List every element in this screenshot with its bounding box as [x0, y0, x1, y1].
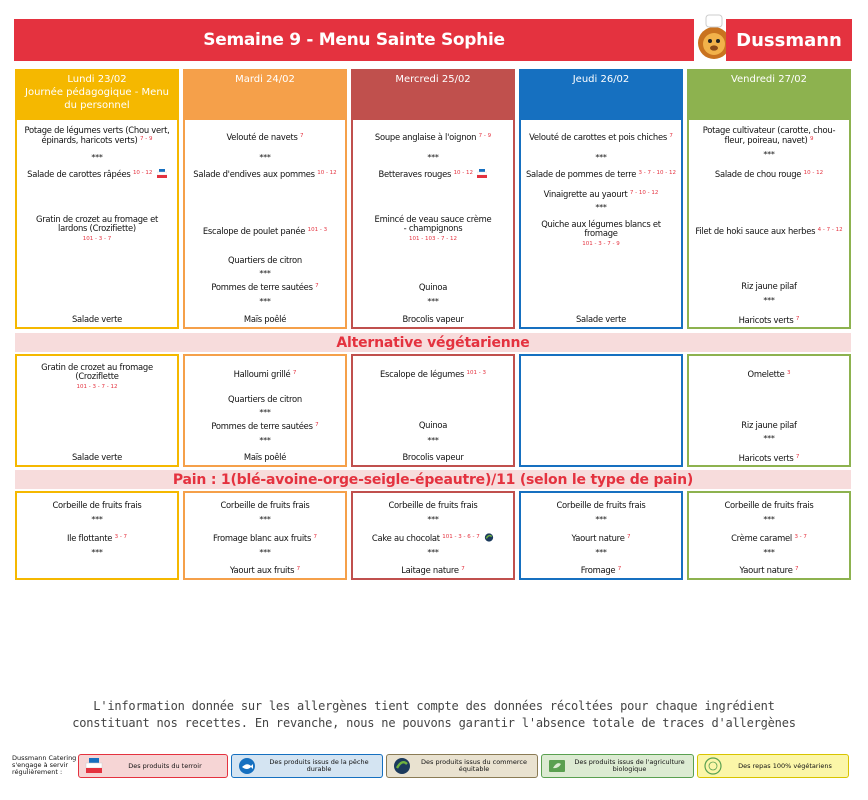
side-dish: Brocolis vapeur	[402, 452, 464, 462]
fruit-basket: Corbeille de fruits frais	[556, 500, 646, 510]
veg-dish: Gratin de crozet au fromage (Croziflette 101 - 3 - 7 - 12	[41, 362, 153, 390]
day-label: Jeudi 26/02	[572, 74, 630, 85]
veg-cell-wednesday	[351, 354, 515, 467]
side-1: Quinoa	[418, 282, 448, 292]
side-1: Riz jaune pilaf	[741, 420, 797, 430]
day-header-wednesday	[351, 69, 515, 118]
starter-2: Salade de chou rouge $^{10 - 12}$	[714, 169, 824, 179]
starter-2: Salade de carottes râpées $^{10 - 12}$	[21, 169, 173, 179]
separator: ***	[259, 548, 271, 557]
main-dish: Escalope de poulet panée $^{101 - 3}$	[202, 226, 328, 236]
brand-logo: Dussmann	[726, 19, 852, 61]
side-dish: Salade verte	[575, 314, 627, 324]
dessert-row	[15, 491, 851, 580]
starter: Potage de légumes verts (Chou vert, épinards, haricots verts) $^{7 - 9}$	[24, 125, 170, 145]
starter: Potage cultivateur (carotte, chou-fleur, poireau, navet) $^9$	[702, 125, 836, 145]
dessert-1: Ile flottante $^{3 - 7}$	[66, 533, 128, 543]
dessert-2: Yaourt aux fruits $^7$	[229, 565, 301, 575]
dessert-cell-wednesday	[351, 491, 515, 580]
main-dish: Quiche aux légumes blancs et fromage 101 - 3 - 7 - 9	[541, 219, 661, 247]
day-header-friday	[687, 69, 851, 118]
side-dish: Brocolis vapeur	[402, 314, 464, 324]
separator: ***	[595, 515, 607, 524]
separator: ***	[427, 297, 439, 306]
separator: ***	[259, 436, 271, 445]
veg-cell-thursday	[519, 354, 683, 467]
dessert-1: Crème caramel $^{3 - 7}$	[731, 533, 807, 543]
separator: ***	[427, 548, 439, 557]
side-1: Quinoa	[418, 420, 448, 430]
day-label: Lundi 23/02	[67, 74, 127, 85]
side-1: Pommes de terre sautées $^7$	[211, 421, 319, 431]
legend-fair-trade: Des produits issus du commerce équitable	[386, 754, 538, 778]
separator: ***	[91, 548, 103, 557]
separator: ***	[763, 434, 775, 443]
dessert-2: Laitage nature $^7$	[401, 565, 465, 575]
separator: ***	[763, 296, 775, 305]
legend-caption: Dussmann Catering s'engage à servir régulièrement :	[12, 754, 77, 776]
dessert-cell-thursday	[519, 491, 683, 580]
organic-icon	[548, 757, 566, 775]
dessert-2: Fromage $^7$	[580, 565, 622, 575]
day-header-thursday	[519, 69, 683, 118]
separator: ***	[259, 153, 271, 162]
veg-dish: Escalope de légumes $^{101 - 3}$	[379, 369, 487, 379]
side-dish: Haricots verts $^7$	[738, 315, 800, 325]
veg-cell-friday	[687, 354, 851, 467]
starter: Velouté de navets $^7$	[226, 132, 304, 142]
dessert-2: Yaourt nature $^7$	[739, 565, 799, 575]
day-note: Journée pédagogique - Menu du personnel	[25, 87, 169, 111]
bread-title: Pain : 1(blé-avoine-orge-seigle-épeautre)/11 (selon le type de pain)	[172, 471, 694, 488]
day-label: Vendredi 27/02	[730, 74, 808, 85]
separator: ***	[595, 548, 607, 557]
veg-dish: Halloumi grillé $^7$	[233, 369, 297, 379]
sustainable-fish-icon	[238, 757, 256, 775]
fruit-basket: Corbeille de fruits frais	[724, 500, 814, 510]
day-headers	[15, 69, 851, 118]
legend-local-products: Des produits du terroir	[78, 754, 228, 778]
separator: ***	[259, 408, 271, 417]
day-label: Mardi 24/02	[235, 74, 295, 85]
legend-organic: Des produits issus de l'agriculture biologique	[541, 754, 694, 778]
veggie-icon	[704, 757, 722, 775]
legend-sustainable-fish: Des produits issus de la pêche durable	[231, 754, 383, 778]
side-dish: Maïs poêlé	[243, 314, 287, 324]
side-dish: Haricots verts $^7$	[738, 453, 800, 463]
legend-veggie: Des repas 100% végétariens	[697, 754, 849, 778]
day-header-tuesday	[183, 69, 347, 118]
dessert-cell-monday	[15, 491, 179, 580]
starter-2: Salade d'endives aux pommes $^{10 - 12}$	[193, 169, 337, 179]
starter-2: Betteraves rouges $^{10 - 12}$	[357, 169, 509, 179]
starter: Soupe anglaise à l'oignon $^{7 - 9}$	[374, 132, 492, 142]
garnish: Quartiers de citron	[228, 255, 302, 265]
main-dish: Gratin de crozet au fromage et lardons (Crozifiette) 101 - 3 - 7	[35, 214, 159, 242]
veg-cell-tuesday	[183, 354, 347, 467]
page-title: Semaine 9 - Menu Sainte Sophie	[203, 30, 505, 50]
day-header-monday	[15, 69, 179, 118]
separator: ***	[763, 548, 775, 557]
fruit-basket: Corbeille de fruits frais	[388, 500, 478, 510]
separator: ***	[595, 153, 607, 162]
vegetarian-title: Alternative végétarienne	[336, 334, 530, 351]
vegetarian-band	[15, 333, 851, 352]
separator: ***	[427, 436, 439, 445]
dessert-cell-tuesday	[183, 491, 347, 580]
menu-cell-monday	[15, 118, 179, 329]
allergen-notice: L'information donnée sur les allergènes tient compte des données récoltées pour chaque ingrédient constituant nos recettes. En revanche, nous ne pouvons garantir l'absence totale de traces d'allergènes	[72, 699, 796, 730]
separator: ***	[427, 153, 439, 162]
side-1: Riz jaune pilaf	[741, 281, 797, 291]
starter-2: Salade de pommes de terre $^{3 - 7 - 10 - 12}$	[525, 169, 676, 179]
menu-cell-thursday	[519, 118, 683, 329]
separator: ***	[595, 203, 607, 212]
separator: ***	[763, 150, 775, 159]
separator: ***	[427, 515, 439, 524]
local-product-icon	[85, 757, 103, 775]
veg-cell-monday	[15, 354, 179, 467]
local-product-icon	[157, 169, 167, 178]
fruit-basket: Corbeille de fruits frais	[220, 500, 310, 510]
separator: ***	[259, 515, 271, 524]
dessert-1: Fromage blanc aux fruits $^7$	[212, 533, 317, 543]
dessert-1: Yaourt nature $^7$	[571, 533, 631, 543]
main-dish: Filet de hoki sauce aux herbes $^{4 - 7 - 12}$	[695, 226, 843, 236]
side-dish: Salade verte	[71, 452, 123, 462]
main-dish: Emincé de veau sauce crème - champignons 101 - 103 - 7 - 12	[374, 214, 492, 242]
menu-cell-tuesday	[183, 118, 347, 329]
day-label: Mercredi 25/02	[395, 74, 471, 85]
separator: ***	[91, 153, 103, 162]
bread-band	[15, 470, 851, 489]
side-dish: Salade verte	[71, 314, 123, 324]
main-menu-row	[15, 118, 851, 329]
fruit-basket: Corbeille de fruits frais	[52, 500, 142, 510]
side-dish: Maïs poêlé	[243, 452, 287, 462]
dessert-cell-friday	[687, 491, 851, 580]
garnish: Quartiers de citron	[228, 394, 302, 404]
fair-trade-icon	[393, 757, 411, 775]
side-1: Pommes de terre sautées $^7$	[211, 282, 319, 292]
dressing: Vinaigrette au yaourt $^{7 - 10 - 12}$	[543, 189, 659, 199]
veg-dish: Omelette $^3$	[747, 369, 791, 379]
menu-cell-wednesday	[351, 118, 515, 329]
separator: ***	[91, 515, 103, 524]
menu-cell-friday	[687, 118, 851, 329]
separator: ***	[259, 269, 271, 278]
local-product-icon	[477, 169, 487, 178]
separator: ***	[763, 515, 775, 524]
starter: Velouté de carottes et pois chiches $^7$	[529, 132, 673, 142]
fair-trade-icon	[484, 533, 494, 542]
dessert-1: Cake au chocolat $^{101 - 3 - 6 - 7}$	[357, 533, 509, 543]
title-banner	[14, 19, 694, 61]
separator: ***	[259, 297, 271, 306]
vegetarian-row	[15, 354, 851, 467]
header	[14, 19, 852, 61]
